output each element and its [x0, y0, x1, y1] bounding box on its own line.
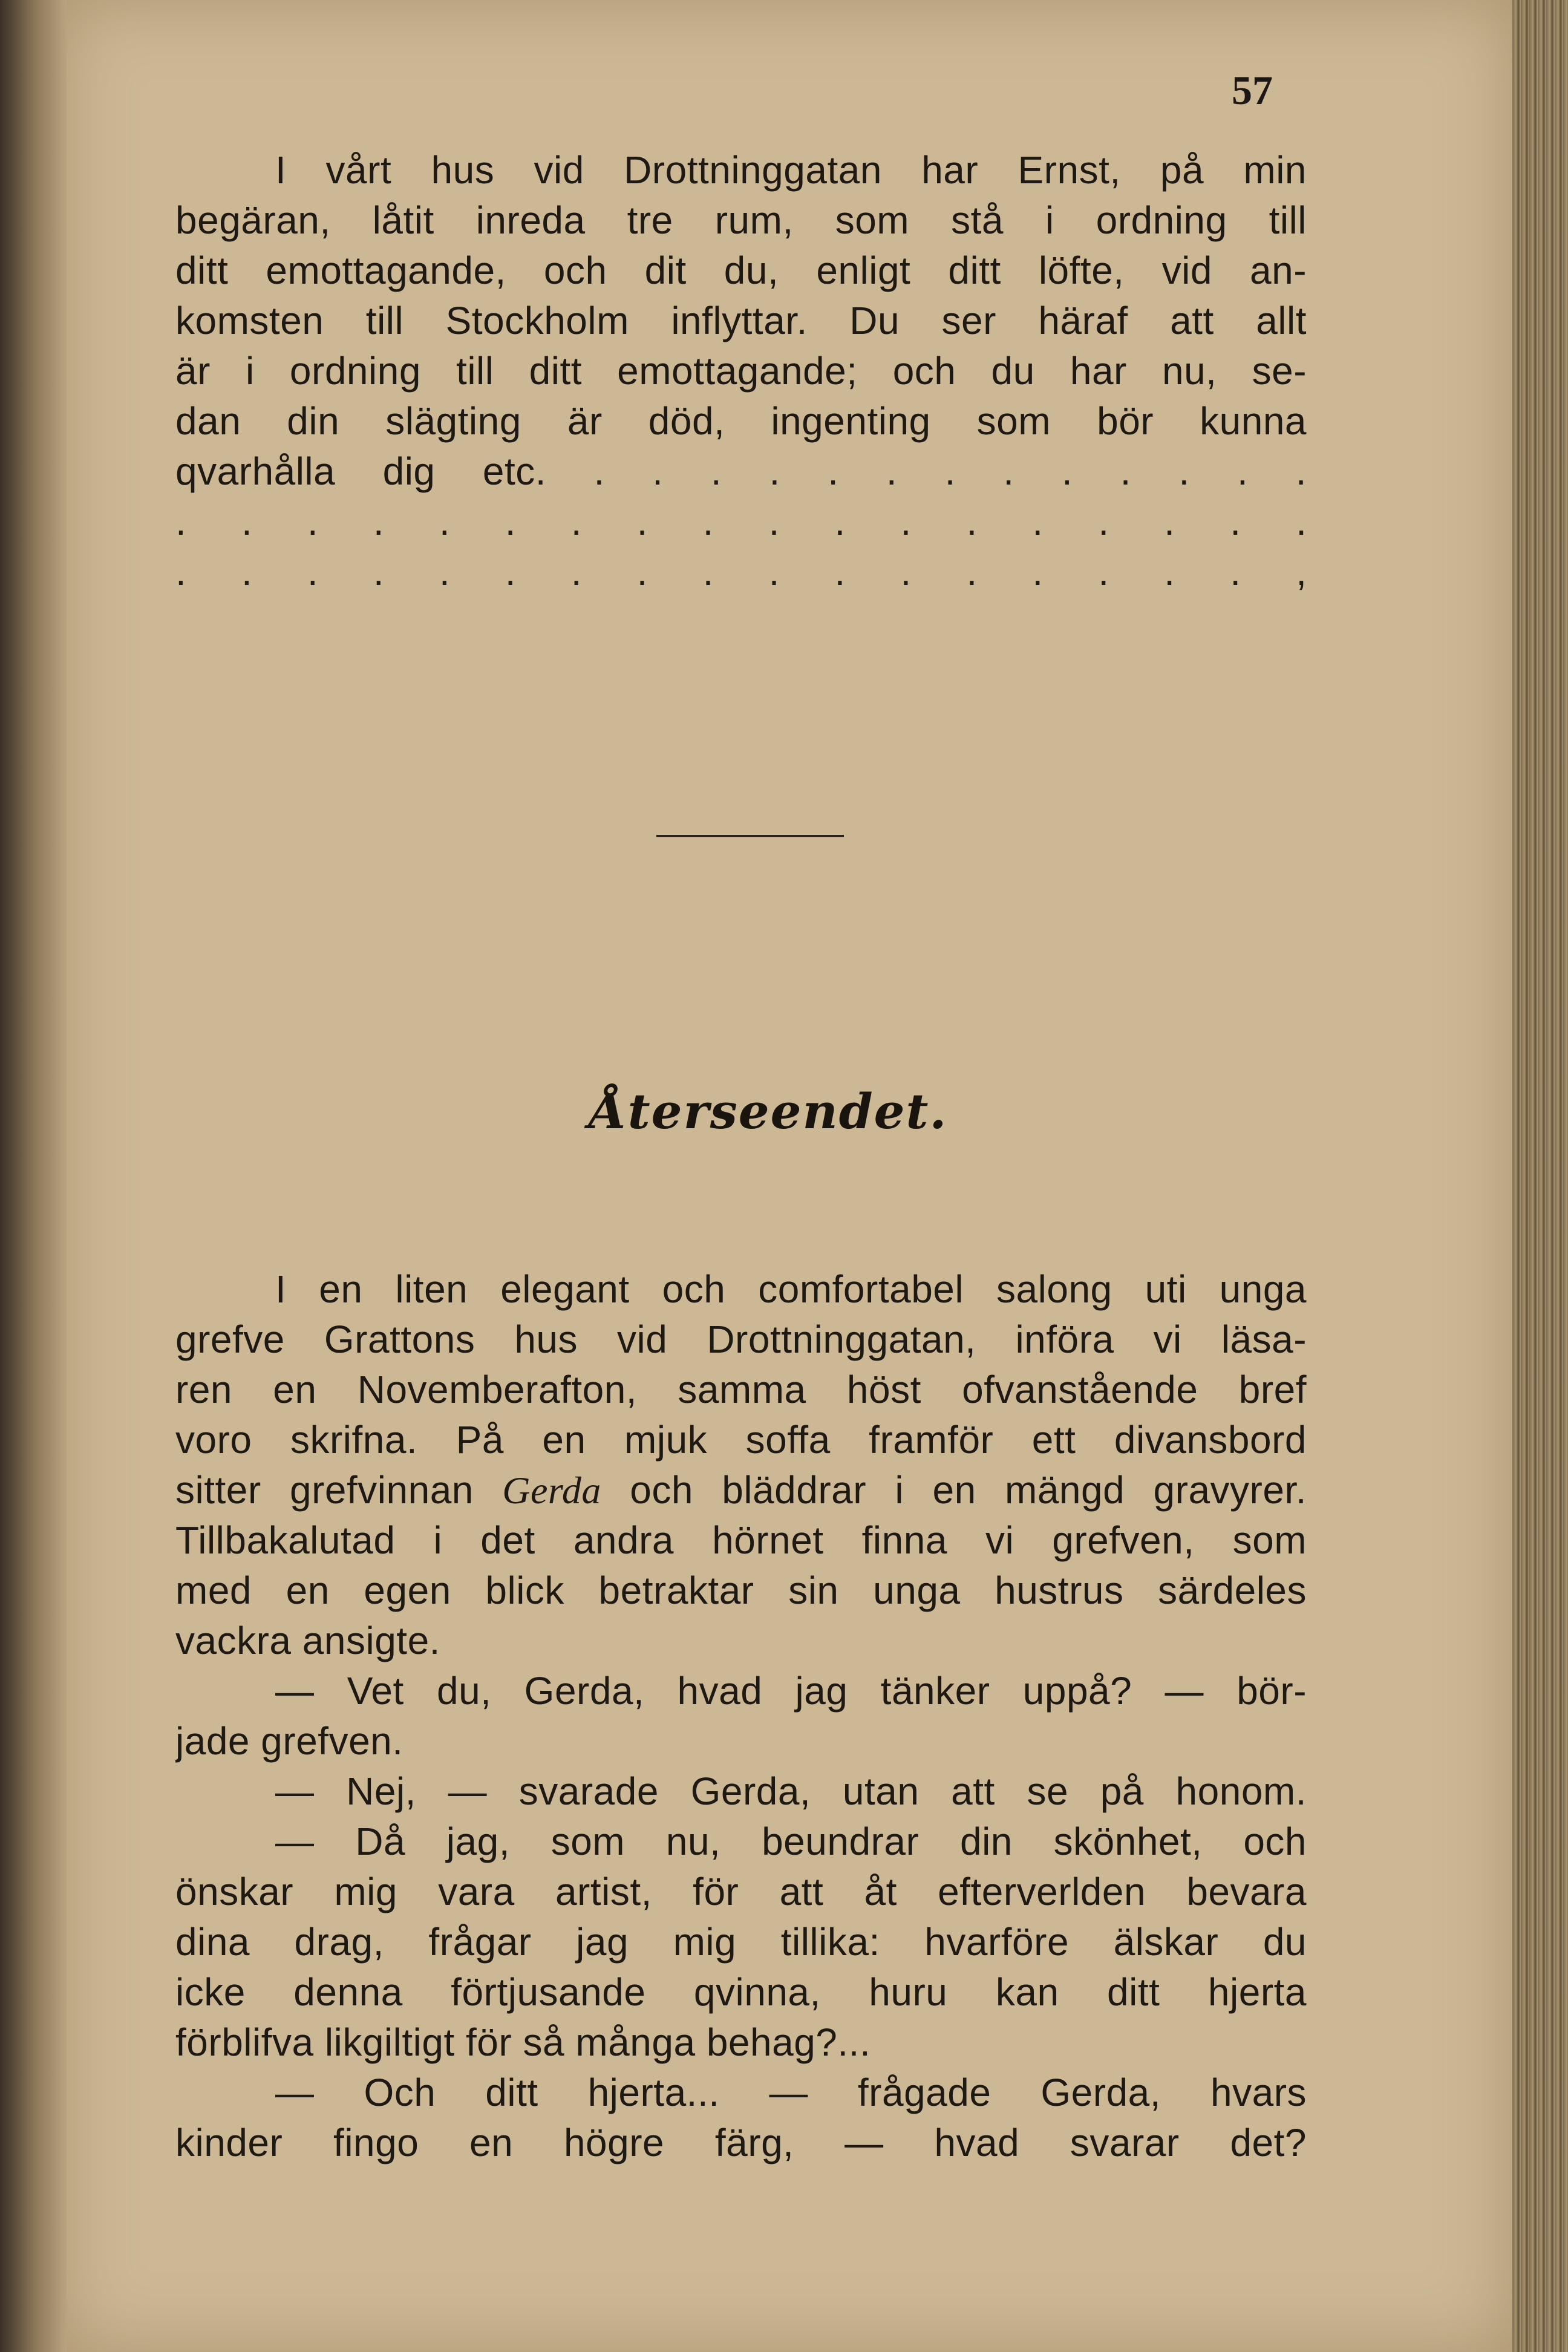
text-segment: och bläddrar i en mängd gravyrer. [630, 1468, 1307, 1512]
text-line: kinder fingo en högre färg, — hvad svarar det? [175, 2121, 1307, 2164]
story-text [175, 1264, 1307, 2168]
text-line: komsten till Stockholm inflyttar. Du ser häraf att allt [175, 299, 1307, 342]
text-line: dina drag, frågar jag mig tillika: hvarföre älskar du [175, 1920, 1307, 1964]
text-line: — Och ditt hjerta... — frågade Gerda, hvars [275, 2071, 1307, 2114]
section-divider [656, 835, 844, 837]
text-line: Tillbakalutad i det andra hörnet finna vi grefven, som [175, 1518, 1307, 1562]
text-line: qvarhålla dig etc. . . . . . . . . . . . . . [175, 449, 1307, 493]
dot-line: . . . . . . . . . . . . . . . . . . [175, 500, 1307, 543]
text-line: I en liten elegant och comfortabel salong uti unga [275, 1267, 1307, 1311]
text-line: grefve Grattons hus vid Drottninggatan, införa vi läsa- [175, 1318, 1307, 1361]
letter-text [175, 145, 1307, 497]
text-line: ren en Novemberafton, samma höst ofvanstående bref [175, 1368, 1307, 1411]
text-line: dan din slägting är död, ingenting som bör kunna [175, 399, 1307, 443]
text-line: vackra ansigte. [175, 1619, 440, 1662]
text-line: voro skrifna. På en mjuk soffa framför ett divansbord [175, 1418, 1307, 1462]
text-line: jade grefven. [175, 1719, 403, 1763]
text-line: är i ordning till ditt emottagande; och du har nu, se- [175, 349, 1307, 393]
text-line: I vårt hus vid Drottninggatan har Ernst, på min [275, 148, 1307, 192]
page-number: 57 [1232, 67, 1273, 113]
text-line: med en egen blick betraktar sin unga hustrus särdeles [175, 1569, 1307, 1612]
text-line: — Vet du, Gerda, hvad jag tänker uppå? — bör- [275, 1669, 1307, 1713]
dot-line: . . . . . . . . . . . . . . . . . , [175, 550, 1307, 593]
text-line: icke denna förtjusande qvinna, huru kan ditt hjerta [175, 1970, 1307, 2014]
ellipsis-rows [175, 497, 1307, 597]
text-line: — Då jag, som nu, beundrar din skönhet, och [275, 1820, 1307, 1863]
text-segment: sitter grefvinnan [175, 1468, 474, 1512]
italic-name: Gerda [502, 1469, 601, 1512]
text-line: önskar mig vara artist, för att åt efterverlden bevara [175, 1870, 1307, 1913]
chapter-heading: Återseendet. [589, 1083, 948, 1140]
text-line: förblifva likgiltigt för så många behag?... [175, 2020, 871, 2064]
text-line: begäran, låtit inreda tre rum, som stå i ordning till [175, 198, 1307, 242]
text-line [175, 1465, 1307, 1515]
book-gutter [0, 0, 67, 2352]
text-line: ditt emottagande, och dit du, enligt ditt löfte, vid an- [175, 249, 1307, 292]
text-line: — Nej, — svarade Gerda, utan att se på honom. [275, 1769, 1307, 1813]
page-edges [1512, 0, 1568, 2352]
